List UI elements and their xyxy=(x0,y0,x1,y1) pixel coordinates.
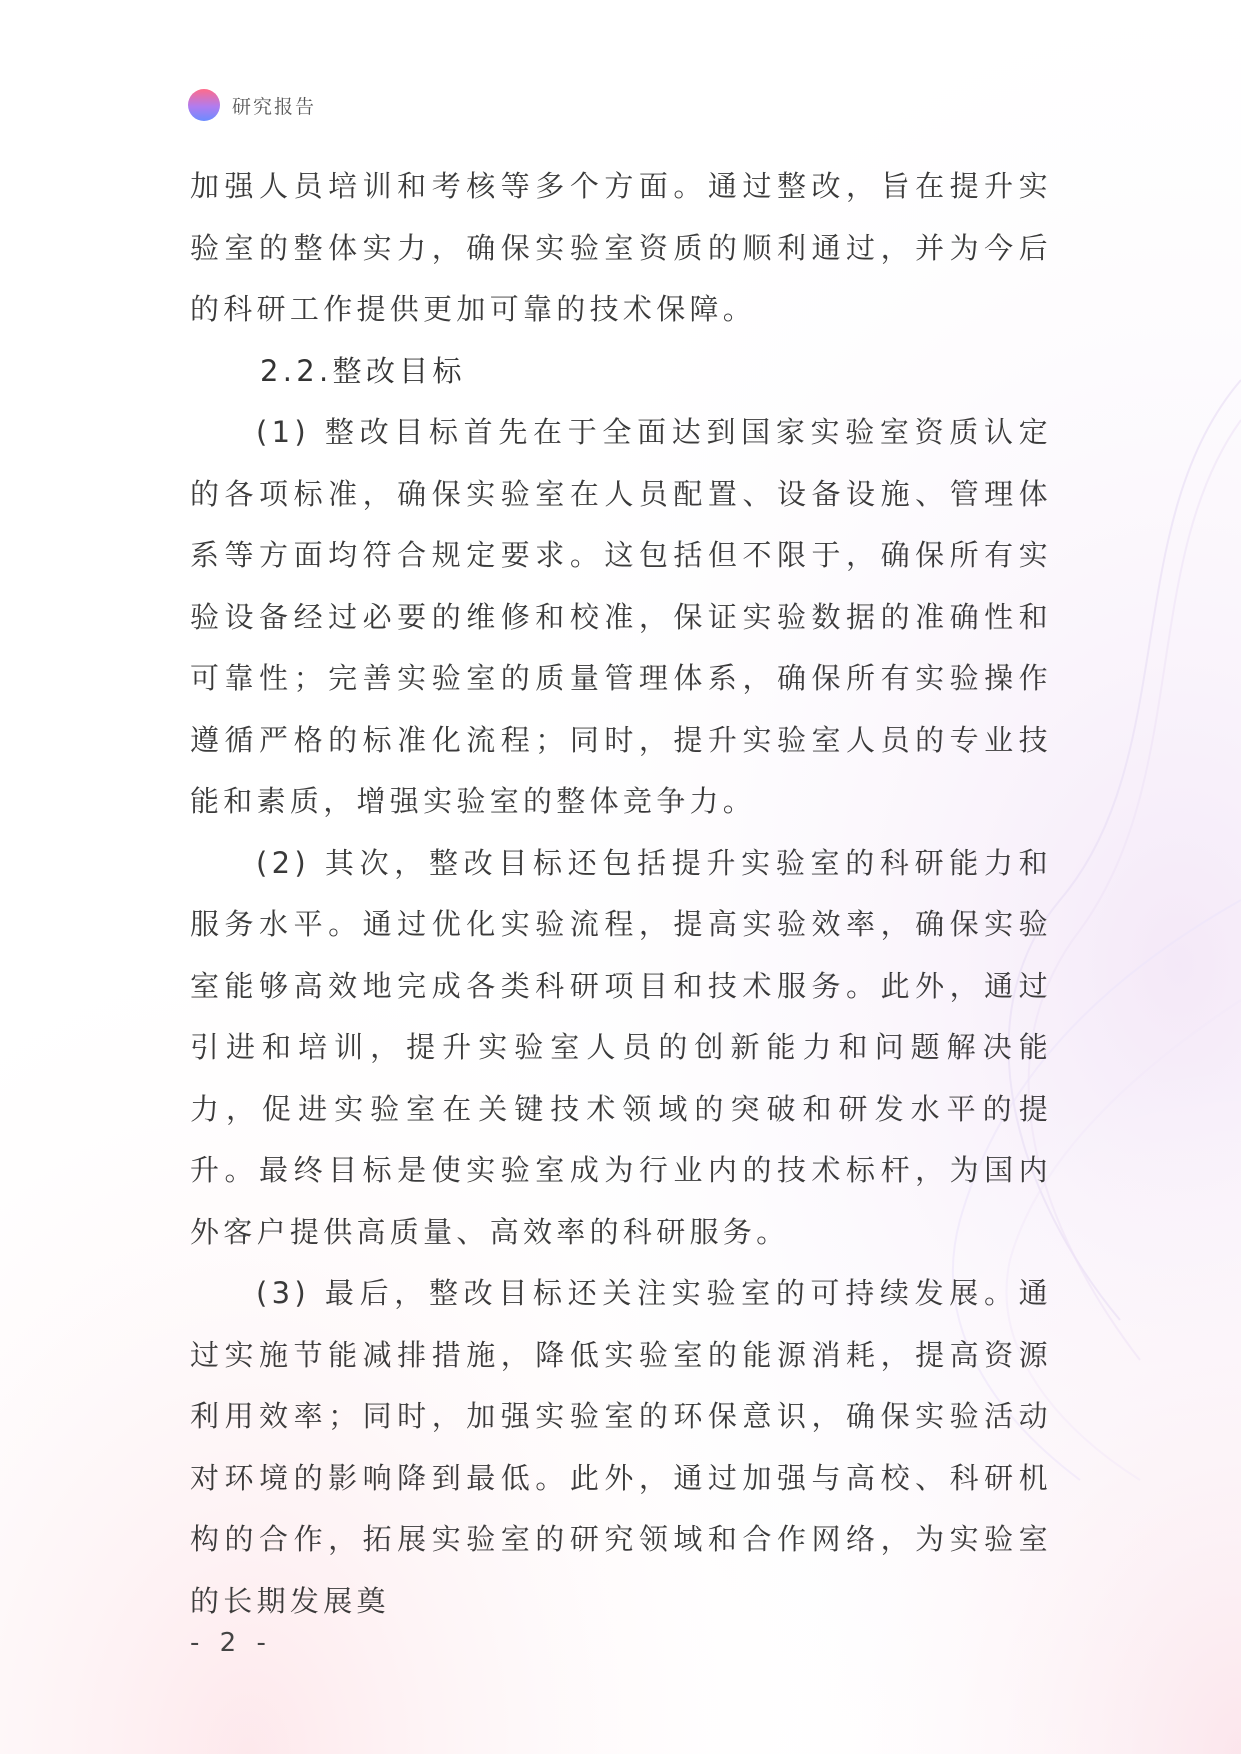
logo-circle-icon xyxy=(188,89,220,121)
header-title: 研究报告 xyxy=(232,95,317,118)
paragraph-item-3: (3) 最后，整改目标还关注实验室的可持续发展。通过实施节能减排措施，降低实验室的能源消耗，提高资源利用效率；同时，加强实验室的环保意识，确保实验活动对环境的影响降到最低。此外，通过加强与高校、科研机构的合作，拓展实验室的研究领域和合作网络，为实验室的长期发展奠 xyxy=(190,1276,1052,1618)
page-number: - 2 - xyxy=(190,1628,272,1658)
paragraph-item-2: (2) 其次，整改目标还包括提升实验室的科研能力和服务水平。通过优化实验流程，提高实验效率，确保实验室能够高效地完成各类科研项目和技术服务。此外，通过引进和培训，提升实验室人员的创新能力和问题解决能力，促进实验室在关键技术领域的突破和研发水平的提升。最终目标是使实验室成为行业内的技术标杆，为国内外客户提供高质量、高效率的科研服务。 xyxy=(190,845,1052,1249)
paragraph-item-1: (1) 整改目标首先在于全面达到国家实验室资质认定的各项标准，确保实验室在人员配置、设备设施、管理体系等方面均符合规定要求。这包括但不限于，确保所有实验设备经过必要的维修和校准，保证实验数据的准确性和可靠性；完善实验室的质量管理体系，确保所有实验操作遵循严格的标准化流程；同时，提升实验室人员的专业技能和素质，增强实验室的整体竞争力。 xyxy=(190,415,1052,818)
section-heading: 2.2.整改目标 xyxy=(260,353,466,388)
document-body xyxy=(190,156,1052,1632)
report-header xyxy=(188,89,316,121)
paragraph-continuation: 加强人员培训和考核等多个方面。通过整改，旨在提升实验室的整体实力，确保实验室资质的顺利通过，并为今后的科研工作提供更加可靠的技术保障。 xyxy=(190,169,1052,326)
